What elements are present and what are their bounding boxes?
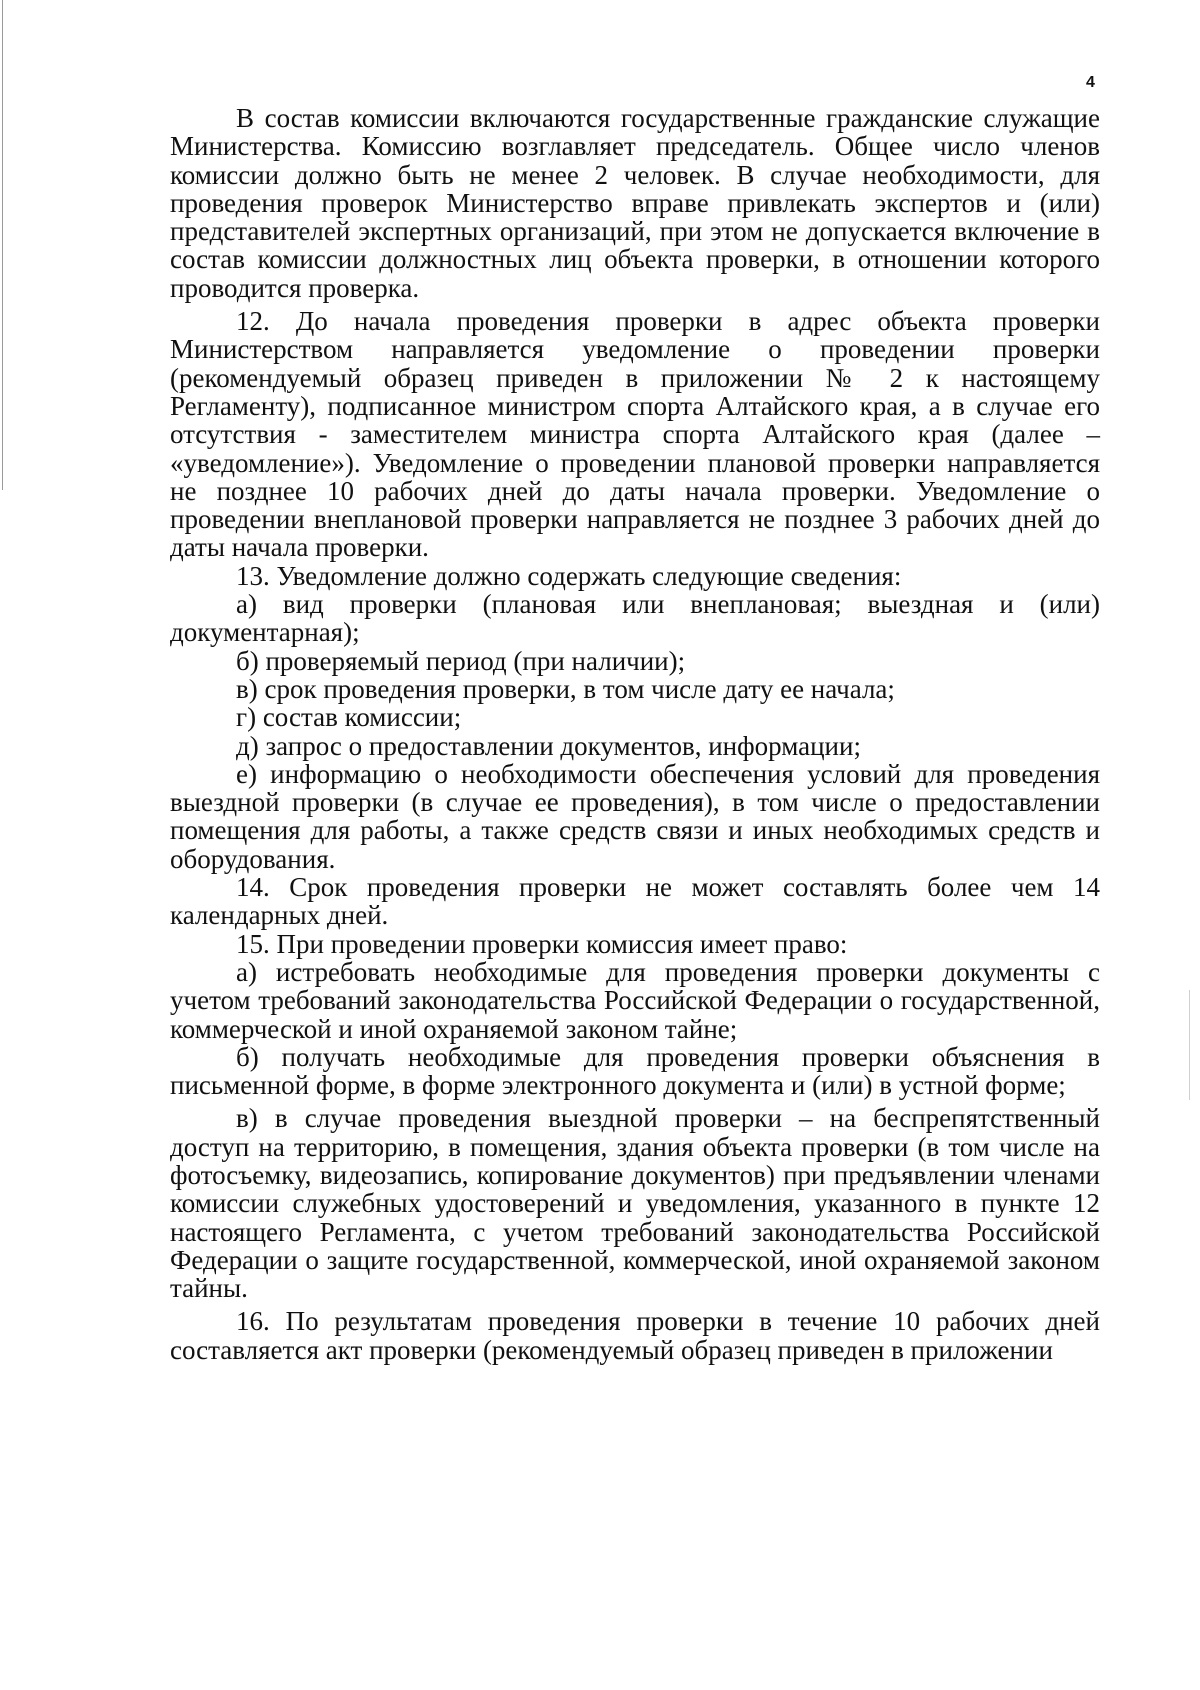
paragraph-15-commission-rights: 15. При проведении проверки комиссия имеет право:: [236, 928, 848, 959]
paragraph-13-item-e: е) информацию о необходимости обеспечения условий для проведения выездной проверки (в случае ее проведения), в том числе о предоставлении помещения для работы, а также средств связи и иных необходимых средств и оборудования.: [170, 758, 1100, 874]
paragraph-15-item-v: в) в случае проведения выездной проверки – на беспрепятственный доступ на территорию, в помещения, здания объекта проверки (в том числе на фотосъемку, видеозапись, копирование документов) при предъявлении членами комиссии служебных удостоверений и уведомления, указанного в пункте 12 настоящего Регламента, с учетом требований законодательства Российской Федерации о защите государственной, коммерческой, иной охраняемой законом тайны.: [170, 1103, 1100, 1304]
paragraph-13-item-b: б) проверяемый период (при наличии);: [236, 645, 686, 676]
scan-left-edge-line: [2, 0, 3, 490]
page-number: 4: [1086, 74, 1095, 91]
scan-right-edge-line: [1189, 990, 1190, 1100]
paragraph-15-item-a: а) истребовать необходимые для проведения проверки документы с учетом требований законодательства Российской Федерации о государственной, коммерческой и иной охраняемой законом тайне;: [170, 956, 1100, 1044]
paragraph-14-inspection-term: 14. Срок проведения проверки не может составлять более чем 14 календарных дней.: [170, 872, 1100, 931]
document-body: [170, 104, 1100, 1364]
paragraph-12-notification: 12. До начала проведения проверки в адрес объекта проверки Министерством направляется уведомление о проведении проверки (рекомендуемый образец приведен в приложении № 2 к настоящему Регламенту), подписанное министром спорта Алтайского края, а в случае его отсутствия - заместителем министра спорта Алтайского края (далее – «уведомление»). Уведомление о проведении плановой проверки направляется не позднее 10 рабочих дней до даты начала проверки. Уведомление о проведении внеплановой проверки направляется не позднее 3 рабочих дней до даты начала проверки.: [170, 306, 1100, 563]
paragraph-13-item-v: в) срок проведения проверки, в том числе дату ее начала;: [236, 673, 895, 704]
paragraph-13-item-g: г) состав комиссии;: [236, 702, 462, 733]
paragraph-13-item-d: д) запрос о предоставлении документов, информации;: [236, 730, 861, 761]
paragraph-15-item-b: б) получать необходимые для проведения проверки объяснения в письменной форме, в форме электронного документа и (или) в устной форме;: [170, 1041, 1100, 1101]
paragraph-13-notification-contents: 13. Уведомление должно содержать следующие сведения:: [236, 560, 902, 591]
paragraph-13-item-a: а) вид проверки (плановая или внеплановая; выездная и (или) документарная);: [170, 589, 1100, 648]
paragraph-commission-composition: В состав комиссии включаются государственные гражданские служащие Министерства. Комиссию возглавляет председатель. Общее число членов комиссии должно быть не менее 2 человек. В случае необходимости, для проведения проверок Министерство вправе привлекать экспертов и (или) представителей экспертных организаций, при этом не допускается включение в состав комиссии должностных лиц объекта проверки, в отношении которого проводится проверка.: [170, 103, 1100, 303]
paragraph-16-inspection-act: 16. По результатам проведения проверки в течение 10 рабочих дней составляется акт проверки (рекомендуемый образец приведен в приложении: [170, 1306, 1100, 1365]
